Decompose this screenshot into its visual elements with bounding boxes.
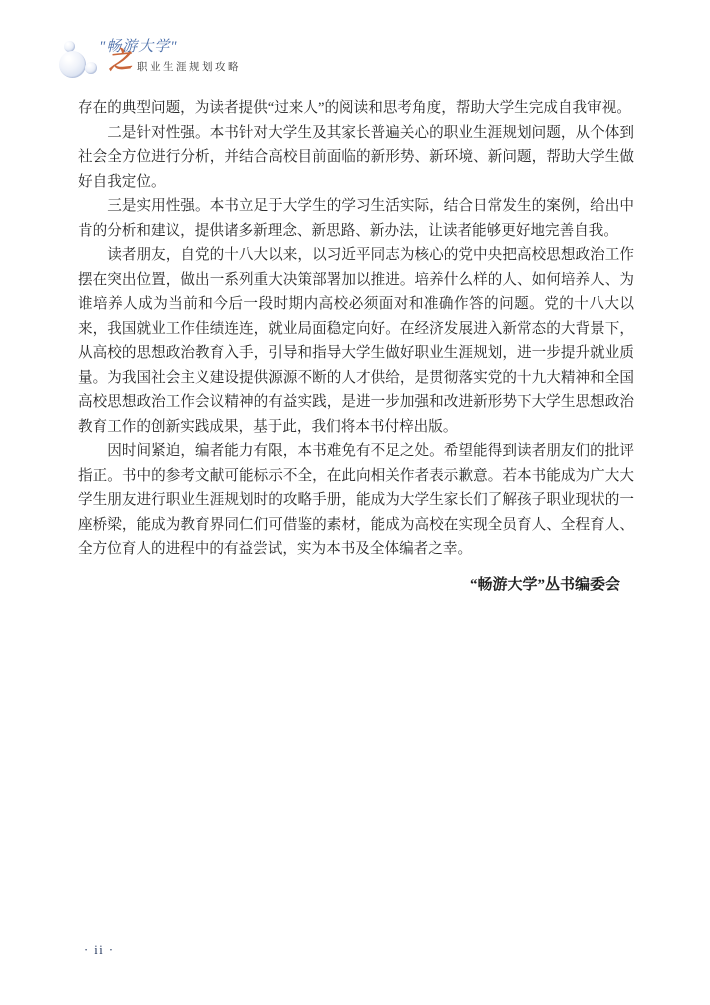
book-subtitle: 职业生涯规划攻略 — [137, 62, 241, 73]
paragraph-continuation: 存在的典型问题，为读者提供“过来人”的阅读和思考角度，帮助大学生完成自我审视。 — [78, 100, 631, 116]
series-logo — [0, 0, 710, 95]
series-title: "畅游大学" — [99, 39, 178, 55]
paragraph: 读者朋友，自党的十八大以来，以习近平同志为核心的党中央把高校思想政治工作摆在突出位置，做出一系列重大决策部署加以推进。培养什么样的人、如何培养人、为谁培养人成为当前和今后一段时期内高校必须面对和准确作答的问题。党的十八大以来，我国就业工作佳绩连连，就业局面稳定向好。在经济发展进入新常态的大背景下，从高校的思想政治教育入手，引导和指导大学生做好职业生涯规划，进一步提升就业质量。为我国社会主义建设提供源源不断的人才供给，是贯彻落实党的十九大精神和全国高校思想政治工作会议精神的有益实践，是进一步加强和改进新形势下大学生思想政治教育工作的创新实践成果，基于此，我们将本书付梓出版。 — [78, 247, 634, 435]
connector-zhi-glyph: 之 — [106, 46, 134, 76]
page-number: · ii · — [84, 943, 115, 957]
bubble-icon — [59, 51, 86, 78]
bubble-icon — [85, 62, 97, 74]
paragraph: 二是针对性强。本书针对大学生及其家长普遍关心的职业生涯规划问题，从个体到社会全方位进行分析，并结合高校目前面临的新形势、新环境、新问题，帮助大学生做好自我定位。 — [78, 124, 634, 190]
preface-body — [78, 96, 634, 597]
paragraph: 因时间紧迫，编者能力有限，本书难免有不足之处。希望能得到读者朋友们的批评指正。书中的参考文献可能标示不全，在此向相关作者表示歉意。若本书能成为广大大学生朋友进行职业生涯规划时的攻略手册，能成为大学生家长们了解孩子职业现状的一座桥梁，能成为教育界同仁们可借鉴的素材，能成为高校在实现全员育人、全程育人、全方位育人的进程中的有益尝试，实为本书及全体编者之幸。 — [78, 443, 634, 557]
paragraph: 三是实用性强。本书立足于大学生的学习生活实际，结合日常发生的案例，给出中肯的分析和建议，提供诸多新理念、新思路、新办法，让读者能够更好地完善自我。 — [78, 198, 634, 239]
editorial-committee-signature: “畅游大学”丛书编委会 — [469, 576, 620, 593]
